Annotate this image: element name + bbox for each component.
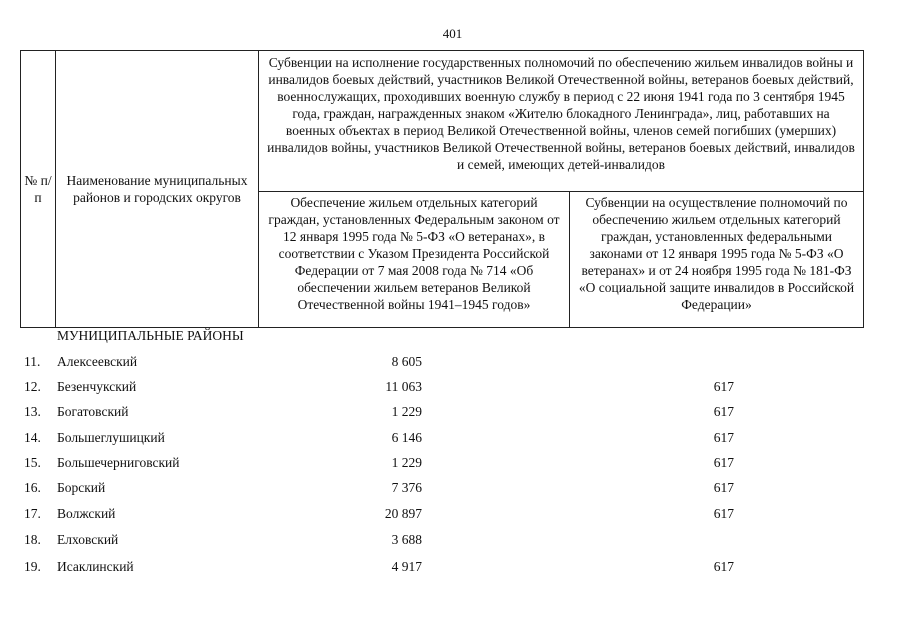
row-name: Алексеевский — [57, 354, 138, 369]
row-value-1: 8 605 — [391, 354, 422, 369]
row-value-2: 617 — [713, 480, 734, 495]
row-value-2: 617 — [713, 379, 734, 394]
table-row — [0, 430, 905, 450]
row-name: Богатовский — [57, 404, 129, 419]
row-name: Елховский — [57, 532, 119, 547]
row-value-1: 20 897 — [384, 506, 422, 521]
table-row — [0, 404, 905, 424]
section-title: МУНИЦИПАЛЬНЫЕ РАЙОНЫ — [57, 328, 244, 343]
row-value-1: 7 376 — [391, 480, 422, 495]
header-subcolumn-1: Обеспечение жильем отдельных категорий граждан, установленных Федеральным законом от 12 января 1995 года № 5-ФЗ «О ветеранах», в соответствии с Указом Президента Российской Федерации от 7 мая 2008 года № 714 «Об обеспечении жильем ветеранов Великой Отечественной войны 1941–1945 годов» — [268, 195, 560, 312]
row-name: Большечерниговский — [57, 455, 180, 470]
row-number: 18. — [24, 532, 41, 547]
row-number: 13. — [24, 404, 41, 419]
table-header — [20, 50, 864, 328]
header-main-column: Субвенции на исполнение государственных полномочий по обеспечению жильем инвалидов войны и инвалидов боевых действий, участников Великой Отечественной войны, ветеранов боевых действий, военнослужащих, проходивших военную службу в период с 22 июня 1941 года по 3 сентября 1945 года, граждан, награжденных знаком «Жителю блокадного Ленинграда», лиц, работавших на военных объектах в период Великой Отечественной войны, членов семей погибших (умерших) инвалидов войны, участников Великой Отечественной войны, ветеранов боевых действий, инвалидов и семей, имеющих детей-инвалидов — [267, 55, 855, 172]
row-number: 15. — [24, 455, 41, 470]
table-row — [0, 379, 905, 399]
table-row — [0, 506, 905, 526]
table-row — [0, 480, 905, 500]
row-value-2: 617 — [713, 404, 734, 419]
row-value-2: 617 — [713, 506, 734, 521]
header-name-column: Наименование муниципальных районов и городских округов — [66, 173, 248, 205]
page-number: 401 — [442, 26, 463, 41]
row-number: 12. — [24, 379, 41, 394]
header-subcolumn-2: Субвенции на осуществление полномочий по обеспечению жильем отдельных категорий граждан, установленных федеральными законами от 12 января 1995 года № 5-ФЗ «О ветеранах» и от 24 ноября 1995 года № 181-ФЗ «О социальной защите инвалидов в Российской Федерации» — [578, 195, 855, 312]
row-value-1: 1 229 — [391, 455, 422, 470]
row-name: Волжский — [57, 506, 116, 521]
table-row — [0, 455, 905, 475]
row-value-1: 6 146 — [391, 430, 422, 445]
row-value-1: 3 688 — [391, 532, 422, 547]
row-number: 19. — [24, 559, 41, 574]
row-value-2: 617 — [713, 455, 734, 470]
row-value-1: 4 917 — [391, 559, 422, 574]
row-value-2: 617 — [713, 559, 734, 574]
table-row — [0, 354, 905, 374]
row-name: Большеглушицкий — [57, 430, 165, 445]
table-row — [0, 559, 905, 579]
row-value-1: 11 063 — [385, 379, 422, 394]
row-number: 14. — [24, 430, 41, 445]
row-value-2: 617 — [713, 430, 734, 445]
row-value-1: 1 229 — [391, 404, 422, 419]
row-name: Безенчукский — [57, 379, 137, 394]
row-number: 16. — [24, 480, 41, 495]
header-num-column: № п/п — [24, 173, 52, 205]
row-name: Борский — [57, 480, 106, 495]
row-number: 11. — [24, 354, 41, 369]
row-name: Исаклинский — [57, 559, 134, 574]
table-row — [0, 532, 905, 552]
row-number: 17. — [24, 506, 41, 521]
